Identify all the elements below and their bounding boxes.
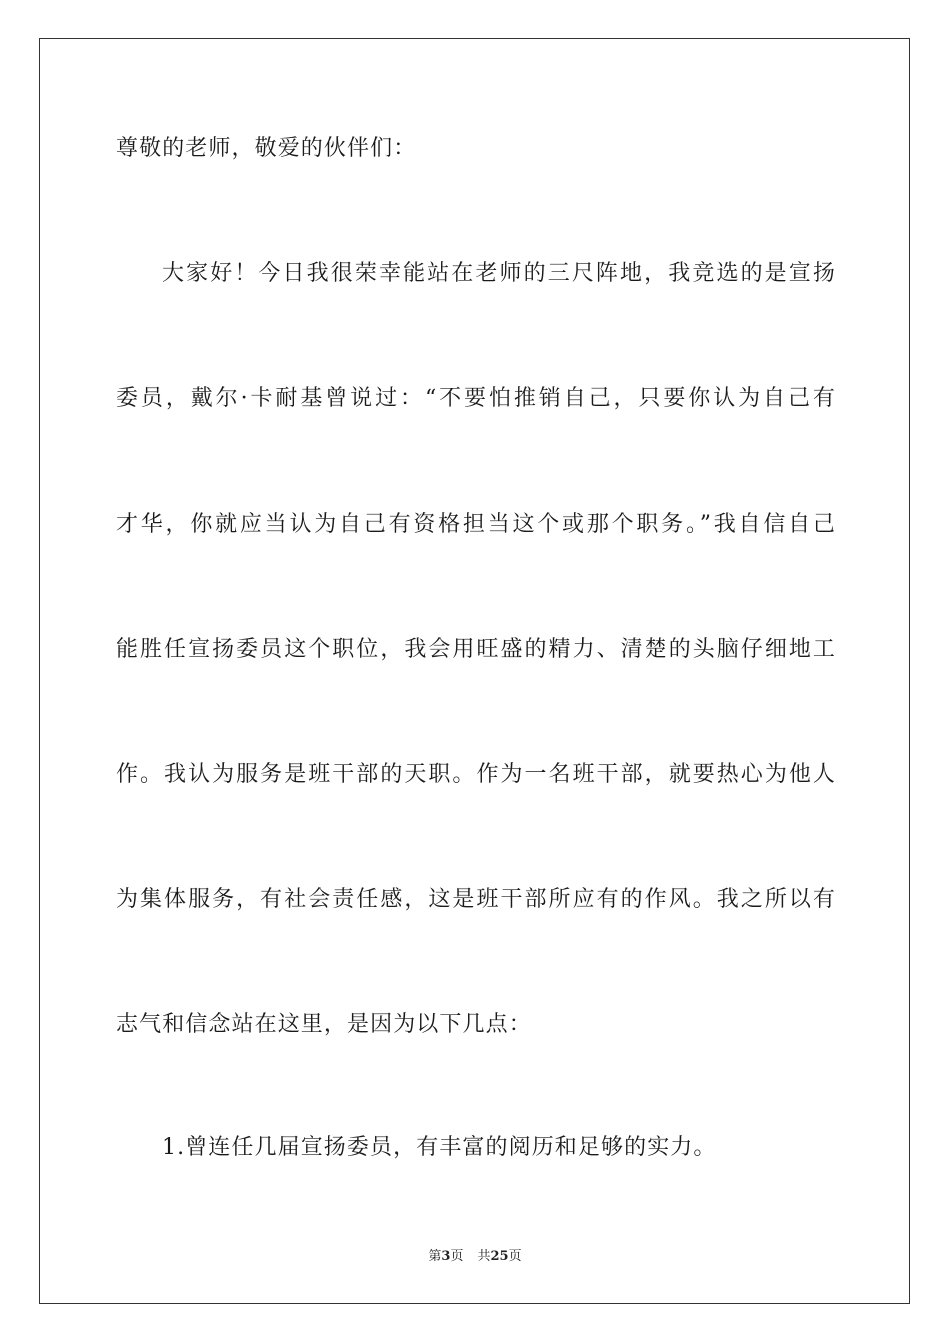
body-line-6: 为集体服务，有社会责任感，这是班干部所应有的作风。我之所以有 [116,887,836,912]
list-item-1: 1.曾连任几届宣扬委员，有丰富的阅历和足够的实力。 [162,1135,717,1160]
total-prefix: 共 [477,1249,491,1264]
body-line-2: 委员，戴尔·卡耐基曾说过：“不要怕推销自己，只要你认为自己有 [116,386,836,411]
page-prefix: 第 [428,1249,442,1264]
salutation-line: 尊敬的老师，敬爱的伙伴们： [116,136,417,161]
page-footer [0,1248,950,1266]
body-line-5: 作。我认为服务是班干部的天职。作为一名班干部，就要热心为他人 [116,762,836,787]
current-page-number: 3 [441,1249,451,1264]
body-line-7: 志气和信念站在这里，是因为以下几点： [116,1012,532,1037]
body-line-1: 大家好！今日我很荣幸能站在老师的三尺阵地，我竞选的是宣扬 [162,261,836,286]
page-border [39,38,910,1304]
body-line-4: 能胜任宣扬委员这个职位，我会用旺盛的精力、清楚的头脑仔细地工 [116,637,836,662]
page-suffix: 页 [450,1249,464,1264]
total-suffix: 页 [508,1249,522,1264]
total-page-number: 25 [490,1249,509,1264]
body-line-3: 才华，你就应当认为自己有资格担当这个或那个职务。”我自信自己 [116,512,836,537]
